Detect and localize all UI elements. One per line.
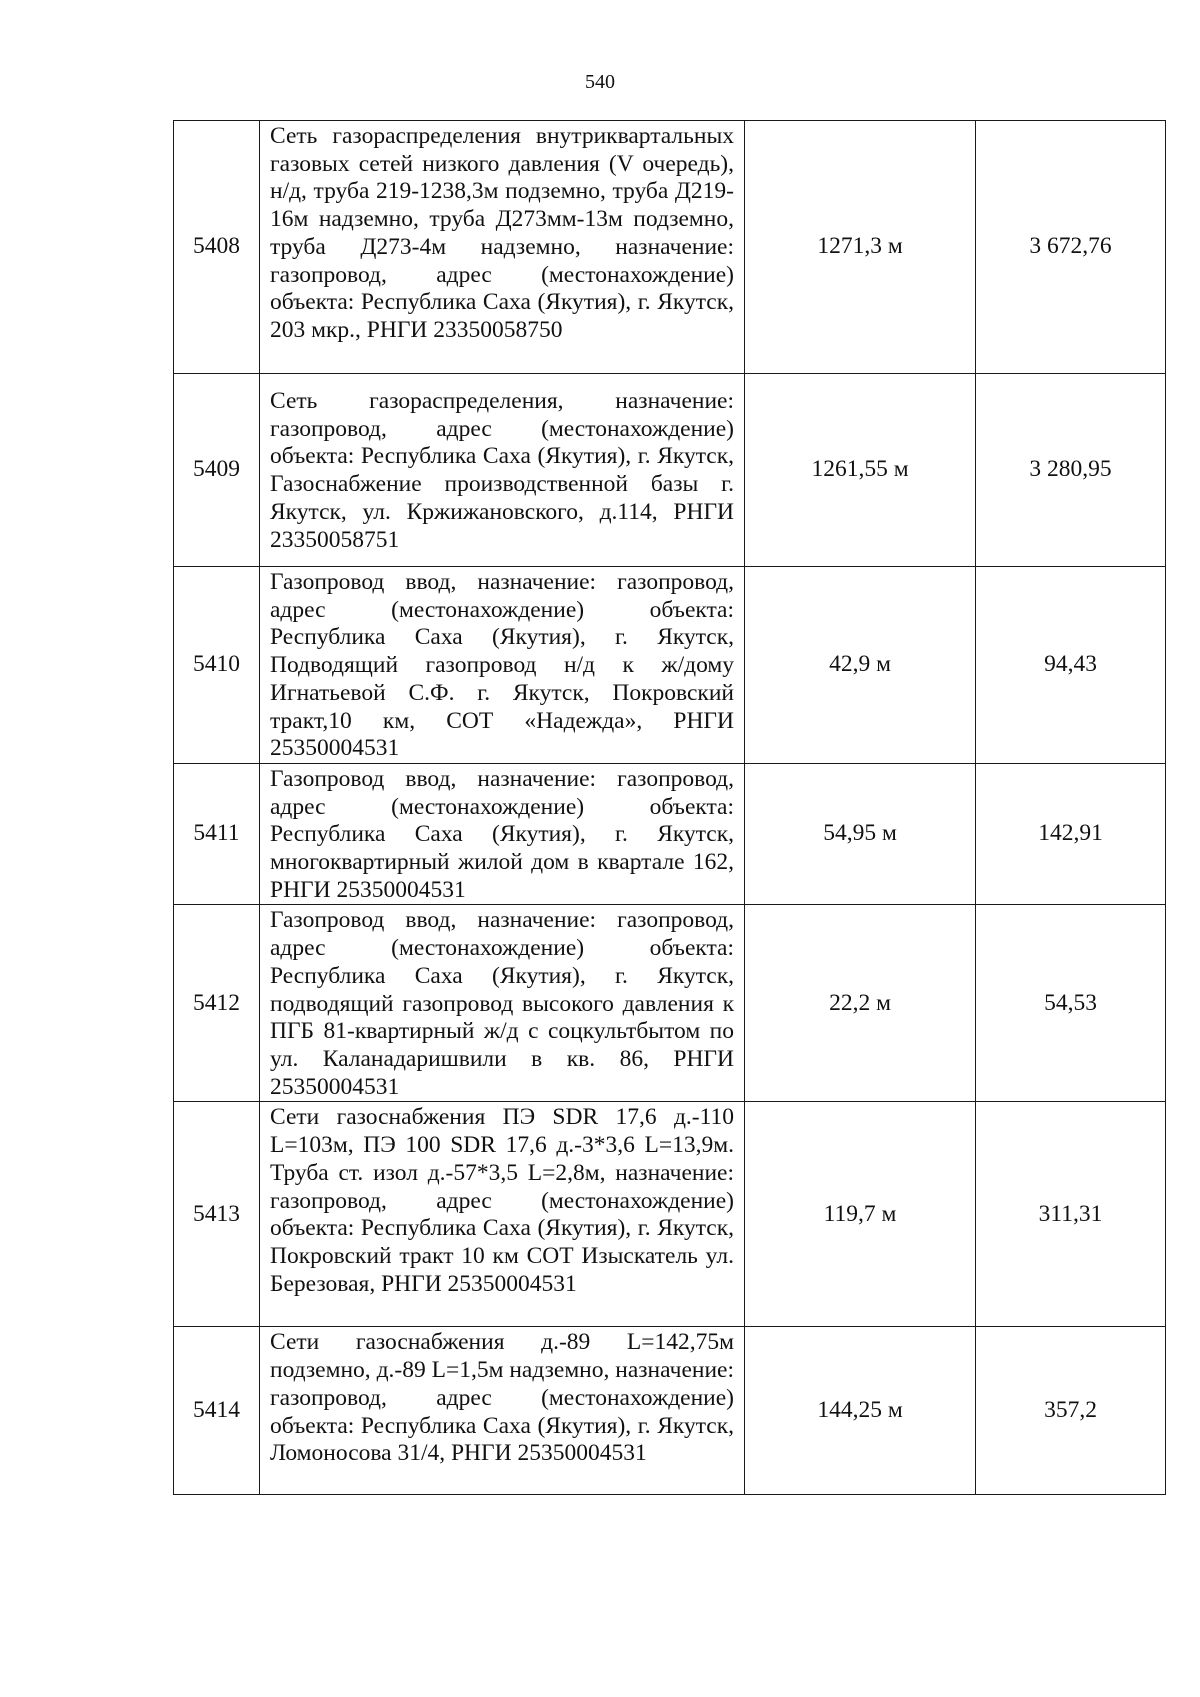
- object-length: 1261,55 м: [745, 374, 976, 567]
- object-length: 22,2 м: [745, 905, 976, 1102]
- row-number: 5411: [174, 763, 260, 905]
- object-description: Сети газоснабжения ПЭ SDR 17,6 д.-110 L=103м, ПЭ 100 SDR 17,6 д.-3*3,6 L=13,9м. Труба ст. изол д.-57*3,5 L=2,8м, назначение: газопровод, адрес (местонахождение) объекта: Республика Саха (Якутия), г. Якутск, Покровский тракт 10 км СОТ Изыскатель ул. Березовая, РНГИ 25350004531: [260, 1102, 745, 1327]
- object-value: 3 672,76: [976, 121, 1166, 374]
- table-row: [174, 905, 1166, 1102]
- object-description: Сеть газораспределения внутриквартальных газовых сетей низкого давления (V очередь), н/д, труба 219-1238,3м подземно, труба Д219-16м надземно, труба Д273мм-13м подземно, труба Д273-4м надземно, назначение: газопровод, адрес (местонахождение) объекта: Республика Саха (Якутия), г. Якутск, 203 мкр., РНГИ 23350058750: [260, 121, 745, 374]
- object-value: 54,53: [976, 905, 1166, 1102]
- object-length: 119,7 м: [745, 1102, 976, 1327]
- table-row: [174, 1102, 1166, 1327]
- object-description: Газопровод ввод, назначение: газопровод, адрес (местонахождение) объекта: Республика Саха (Якутия), г. Якутск, многоквартирный жилой дом в квартале 162, РНГИ 25350004531: [260, 763, 745, 905]
- page-number: 540: [585, 71, 615, 93]
- object-description: Газопровод ввод, назначение: газопровод, адрес (местонахождение) объекта: Республика Саха (Якутия), г. Якутск, подводящий газопровод высокого давления к ПГБ 81-квартирный ж/д с соцкультбытом по ул. Каланадаришвили в кв. 86, РНГИ 25350004531: [260, 905, 745, 1102]
- table-row: [174, 121, 1166, 374]
- object-value: 311,31: [976, 1102, 1166, 1327]
- object-length: 42,9 м: [745, 567, 976, 764]
- object-description: Сети газоснабжения д.-89 L=142,75м подземно, д.-89 L=1,5м надземно, назначение: газопровод, адрес (местонахождение) объекта: Республика Саха (Якутия), г. Якутск, Ломоносова 31/4, РНГИ 25350004531: [260, 1327, 745, 1495]
- object-length: 54,95 м: [745, 763, 976, 905]
- table-row: [174, 567, 1166, 764]
- object-value: 3 280,95: [976, 374, 1166, 567]
- table-row: [174, 763, 1166, 905]
- row-number: 5410: [174, 567, 260, 764]
- object-value: 357,2: [976, 1327, 1166, 1495]
- row-number: 5412: [174, 905, 260, 1102]
- row-number: 5413: [174, 1102, 260, 1327]
- object-description: Газопровод ввод, назначение: газопровод, адрес (местонахождение) объекта: Республика Саха (Якутия), г. Якутск, Подводящий газопровод н/д к ж/дому Игнатьевой С.Ф. г. Якутск, Покровский тракт,10 км, СОТ «Надежда», РНГИ 25350004531: [260, 567, 745, 764]
- object-length: 144,25 м: [745, 1327, 976, 1495]
- object-value: 142,91: [976, 763, 1166, 905]
- property-registry-table: [173, 120, 1166, 1495]
- object-value: 94,43: [976, 567, 1166, 764]
- row-number: 5408: [174, 121, 260, 374]
- object-length: 1271,3 м: [745, 121, 976, 374]
- object-description: Сеть газораспределения, назначение: газопровод, адрес (местонахождение) объекта: Республика Саха (Якутия), г. Якутск, Газоснабжение производственной базы г. Якутск, ул. Кржижановского, д.114, РНГИ 23350058751: [260, 374, 745, 567]
- row-number: 5414: [174, 1327, 260, 1495]
- row-number: 5409: [174, 374, 260, 567]
- table-row: [174, 374, 1166, 567]
- table-row: [174, 1327, 1166, 1495]
